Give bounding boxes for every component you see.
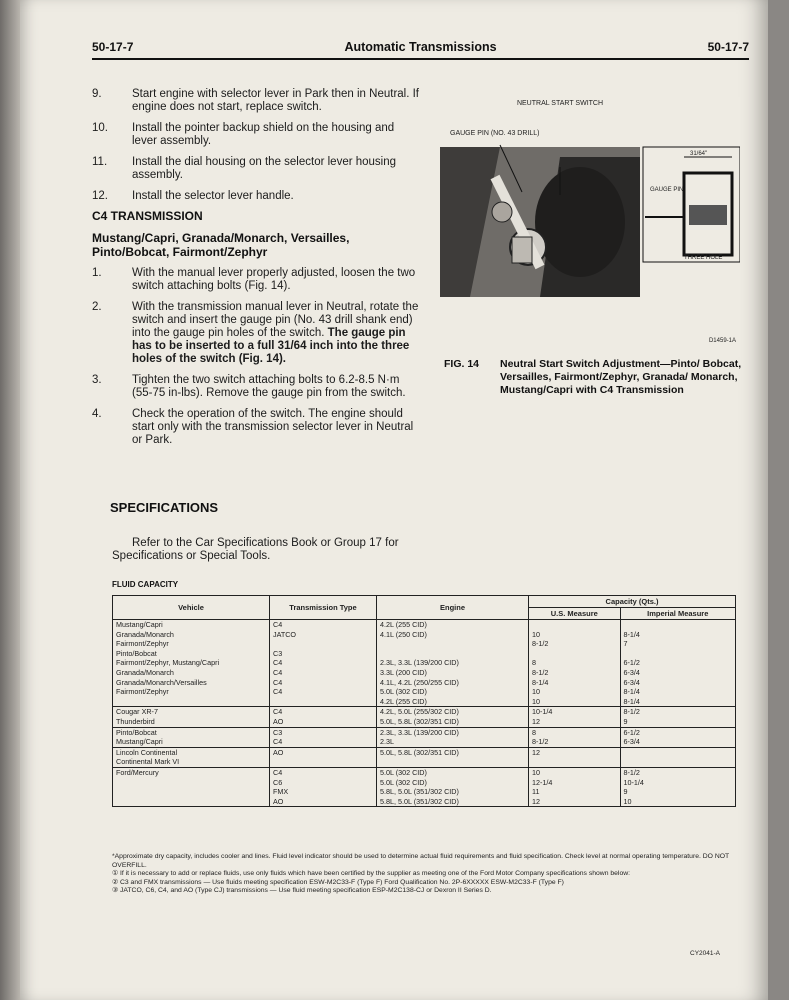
table-cell: 6-3/4 xyxy=(620,737,736,747)
table-cell: 9 xyxy=(620,787,736,797)
table-row xyxy=(113,797,736,807)
table-cell: 4.2L (255 CID) xyxy=(377,620,529,630)
table-cell: C4 xyxy=(270,707,377,717)
table-cell: 8 xyxy=(529,727,621,737)
table-cell xyxy=(270,757,377,767)
note-3: ③ JATCO, C6, C4, and AO (Type CJ) transmissions — Use fluid meeting specification ESP-M2C138-CJ or Dexron II Series D. xyxy=(112,887,492,895)
table-cell xyxy=(529,757,621,767)
table-row xyxy=(113,757,736,767)
table-cell xyxy=(377,639,529,649)
table-row xyxy=(113,778,736,788)
table-row xyxy=(113,737,736,747)
table-cell: 4.2L (255 CID) xyxy=(377,697,529,707)
table-cell xyxy=(529,649,621,659)
table-cell: 4.1L, 4.2L (250/255 CID) xyxy=(377,678,529,688)
table-cell: 10 xyxy=(620,797,736,807)
table-cell xyxy=(377,649,529,659)
step-12: 12. Install the selector lever handle. xyxy=(92,190,294,202)
table-cell: Fairmont/Zephyr xyxy=(113,687,270,697)
table-cell: Thunderbird xyxy=(113,717,270,727)
specifications-heading: SPECIFICATIONS xyxy=(110,500,219,515)
table-cell: Granada/Monarch xyxy=(113,668,270,678)
table-cell: 8-1/2 xyxy=(529,668,621,678)
table-cell: 6-1/2 xyxy=(620,658,736,668)
table-cell xyxy=(270,639,377,649)
table-cell: FMX xyxy=(270,787,377,797)
c4-heading: C4 TRANSMISSION xyxy=(92,209,203,223)
table-cell: 10 xyxy=(529,630,621,640)
table-cell: 4.1L (250 CID) xyxy=(377,630,529,640)
table-row xyxy=(113,717,736,727)
col-trans: Transmission Type xyxy=(270,596,377,620)
step-10: 10. Install the pointer backup shield on the housing and lever assembly. xyxy=(92,122,395,147)
table-row xyxy=(113,668,736,678)
table-row xyxy=(113,678,736,688)
table-cell: 5.0L (302 CID) xyxy=(377,767,529,777)
page-edge xyxy=(0,0,20,1000)
table-row xyxy=(113,658,736,668)
table-cell: 8-1/2 xyxy=(529,737,621,747)
table-cell: 5.0L (302 CID) xyxy=(377,778,529,788)
table-cell: 3.3L (200 CID) xyxy=(377,668,529,678)
table-code: CY2041-A xyxy=(690,950,720,957)
table-row xyxy=(113,727,736,737)
table-cell: AO xyxy=(270,797,377,807)
table-cell: 2.3L xyxy=(377,737,529,747)
table-row xyxy=(113,697,736,707)
table-cell: 6-3/4 xyxy=(620,668,736,678)
table-cell: 2.3L, 3.3L (139/200 CID) xyxy=(377,727,529,737)
label-gauge-pin-detail: GAUGE PIN xyxy=(650,187,684,193)
table-cell: C4 xyxy=(270,687,377,697)
page-number-right: 50-17-7 xyxy=(707,40,749,54)
table-cell: Ford/Mercury xyxy=(113,767,270,777)
table-cell: 5.0L, 5.8L (302/351 CID) xyxy=(377,717,529,727)
figure-code: D1459-1A xyxy=(708,338,736,344)
c4-models: Mustang/Capri, Granada/Monarch, Versailles, Pinto/Bobcat, Fairmont/Zephyr xyxy=(92,231,350,259)
table-cell xyxy=(113,797,270,807)
col-imp: Imperial Measure xyxy=(620,608,736,620)
table-cell xyxy=(620,620,736,630)
page-number-left: 50-17-7 xyxy=(92,40,134,54)
label-gauge-pin: GAUGE PIN (NO. 43 DRILL) xyxy=(450,130,540,137)
table-cell: 5.0L, 5.8L (302/351 CID) xyxy=(377,747,529,757)
c4-step-1: 1. With the manual lever properly adjusted, loosen the two switch attaching bolts (Fig. 14). xyxy=(92,267,416,292)
table-cell: Fairmont/Zephyr, Mustang/Capri xyxy=(113,658,270,668)
figure-caption xyxy=(444,358,744,397)
table-row xyxy=(113,747,736,757)
table-cell: 8-1/2 xyxy=(529,639,621,649)
table-cell xyxy=(113,787,270,797)
table-title: FLUID CAPACITY xyxy=(112,580,179,589)
steps-top xyxy=(92,88,422,447)
table-cell: 5.0L (302 CID) xyxy=(377,687,529,697)
table-cell: 10-1/4 xyxy=(529,707,621,717)
note-0: *Approximate dry capacity, includes cooler and lines. Fluid level indicator should be used to determine actual fluid requirements and fluid specification. Check level at normal operating temperature. DO NOT OVERFILL. xyxy=(112,853,730,869)
table-cell: 8-1/4 xyxy=(620,630,736,640)
table-cell: 6-3/4 xyxy=(620,678,736,688)
table-cell: 8-1/4 xyxy=(529,678,621,688)
table-cell: C4 xyxy=(270,658,377,668)
table-cell: C4 xyxy=(270,620,377,630)
table-row xyxy=(113,630,736,640)
table-cell: Mustang/Capri xyxy=(113,620,270,630)
table-cell: AO xyxy=(270,747,377,757)
step-11: 11. Install the dial housing on the selector lever housing assembly. xyxy=(92,156,397,181)
table-cell xyxy=(620,649,736,659)
table-body xyxy=(113,620,736,807)
table-row xyxy=(113,787,736,797)
table-cell: 8 xyxy=(529,658,621,668)
label-31-64: 31/64" xyxy=(690,151,708,157)
label-three-hole: THREE HOLE xyxy=(684,255,723,261)
table-cell: Granada/Monarch xyxy=(113,630,270,640)
table-cell: C4 xyxy=(270,678,377,688)
table-cell: Pinto/Bobcat xyxy=(113,649,270,659)
table-cell xyxy=(377,757,529,767)
table-row xyxy=(113,639,736,649)
table-cell: C4 xyxy=(270,737,377,747)
table-cell: 8-1/4 xyxy=(620,687,736,697)
table-cell: 10 xyxy=(529,697,621,707)
figure-caption-text: Neutral Start Switch Adjustment—Pinto/ Bobcat, Versailles, Fairmont/Zephyr, Granada/ Monarch, Mustang/Capri with C4 Transmission xyxy=(500,358,742,396)
table-cell: 4.2L, 5.0L (255/302 CID) xyxy=(377,707,529,717)
table-cell: Cougar XR-7 xyxy=(113,707,270,717)
table-cell xyxy=(270,697,377,707)
table-cell: 8-1/2 xyxy=(620,767,736,777)
c4-step-2: 2. With the transmission manual lever in Neutral, rotate the switch and insert the gauge pin (No. 43 drill shank end) into the gauge pin holes of the switch. The gauge pin has to be inserted to a full 31/64 inch into the three holes of the switch (Fig. 14). xyxy=(92,301,419,365)
table-cell: 5.8L, 5.0L (351/302 CID) xyxy=(377,797,529,807)
fluid-capacity-table xyxy=(112,595,736,807)
table-cell: Lincoln Continental xyxy=(113,747,270,757)
table-row xyxy=(113,649,736,659)
table-cell xyxy=(620,747,736,757)
fluid-capacity-section xyxy=(112,580,740,807)
table-notes xyxy=(112,853,732,896)
label-neutral-start-switch: NEUTRAL START SWITCH xyxy=(516,100,604,107)
c4-step-4: 4. Check the operation of the switch. The engine should start only with the transmission selector lever in Neutral or Park. xyxy=(92,408,414,446)
table-row xyxy=(113,687,736,697)
table-cell: C3 xyxy=(270,727,377,737)
table-cell xyxy=(620,757,736,767)
col-engine: Engine xyxy=(377,596,529,620)
table-cell: Fairmont/Zephyr xyxy=(113,639,270,649)
section-title: Automatic Transmissions xyxy=(344,40,497,54)
note-2: ② C3 and FMX transmissions — Use fluids meeting specification ESW-M2C33-F (Type F) Ford Qualification No. 2P-6XXXXX ESW-M2C33-F (Type F) xyxy=(112,878,564,886)
table-cell: AO xyxy=(270,717,377,727)
table-cell: 8-1/2 xyxy=(620,707,736,717)
table-cell: Mustang/Capri xyxy=(113,737,270,747)
table-cell xyxy=(529,620,621,630)
table-cell: 12-1/4 xyxy=(529,778,621,788)
note-1: ① If it is necessary to add or replace fluids, use only fluids which have been certified by the supplier as meeting one of the Ford Motor Company specifications shown below: xyxy=(112,870,631,878)
table-cell: 2.3L, 3.3L (139/200 CID) xyxy=(377,658,529,668)
table-cell: 8-1/4 xyxy=(620,697,736,707)
table-row xyxy=(113,767,736,777)
step-9: 9. Start engine with selector lever in Park then in Neutral. If engine does not start, replace switch. xyxy=(92,88,420,113)
table-cell: C4 xyxy=(270,767,377,777)
table-cell: 9 xyxy=(620,717,736,727)
table-cell: C6 xyxy=(270,778,377,788)
table-cell: C4 xyxy=(270,668,377,678)
page-header xyxy=(92,34,749,60)
table-cell: C3 xyxy=(270,649,377,659)
table-row xyxy=(113,620,736,630)
table-cell: 10 xyxy=(529,687,621,697)
table-cell xyxy=(113,778,270,788)
table-cell: 7 xyxy=(620,639,736,649)
table-row xyxy=(113,707,736,717)
table-cell: Continental Mark VI xyxy=(113,757,270,767)
col-capacity: Capacity (Qts.) xyxy=(529,596,736,608)
col-us: U.S. Measure xyxy=(529,608,621,620)
table-cell xyxy=(113,697,270,707)
switch-photo xyxy=(440,97,740,357)
table-cell: 10-1/4 xyxy=(620,778,736,788)
figure-number: FIG. 14 xyxy=(444,358,480,370)
table-cell: JATCO xyxy=(270,630,377,640)
table-cell: 5.8L, 5.0L (351/302 CID) xyxy=(377,787,529,797)
table-cell: 12 xyxy=(529,797,621,807)
table-cell: Pinto/Bobcat xyxy=(113,727,270,737)
c4-step-3: 3. Tighten the two switch attaching bolts to 6.2-8.5 N·m (55-75 in-lbs). Remove the gauge pin from the switch. xyxy=(92,374,406,399)
table-cell: 12 xyxy=(529,717,621,727)
table-cell: 6-1/2 xyxy=(620,727,736,737)
table-cell: 12 xyxy=(529,747,621,757)
table-cell: Granada/Monarch/Versailles xyxy=(113,678,270,688)
specifications-text: Refer to the Car Specifications Book or Group 17 for Specifications or Special Tools. xyxy=(112,537,399,562)
col-vehicle: Vehicle xyxy=(113,596,270,620)
figure-14 xyxy=(440,97,740,357)
table-cell: 11 xyxy=(529,787,621,797)
table-cell: 10 xyxy=(529,767,621,777)
